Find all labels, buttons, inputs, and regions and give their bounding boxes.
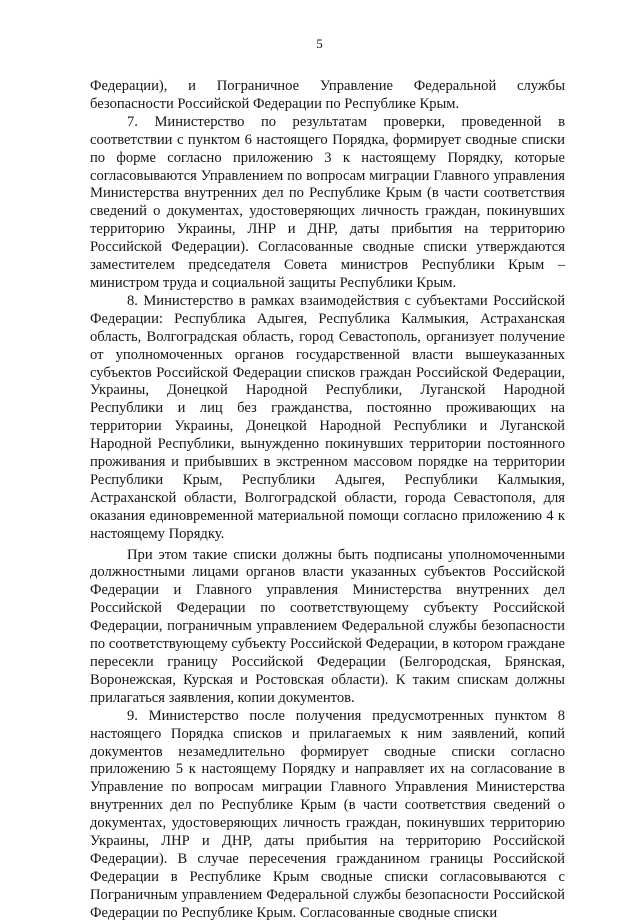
paragraph-item-9: 9. Министерство после получения предусмотренных пунктом 8 настоящего Порядка списков и прилагаемых к ним заявлений, копий документов незамедлительно формирует сводные списки согласно приложению 5 к настоящему Порядку и направляет их на согласование в Управление по вопросам миграции Главного Управления Министерства внутренних дел по Республике Крым (в части соответствия сведений о документах, удостоверяющих личность граждан, покинувших территорию Украины, ЛНР и ДНР, даты прибытия на территорию Российской Федерации). В случае пересечения гражданином границы Российской Федерации в Республике Крым сводные списки согласовываются с Пограничным управлением Федеральной службы безопасности Российской Федерации по Республике Крым. Согласованные сводные списки [90,707,565,921]
paragraph-item-8: 8. Министерство в рамках взаимодействия с субъектами Российской Федерации: Республика Адыгея, Республика Калмыкия, Астраханская область, Волгоградская область, город Севастополь, организует получение от уполномоченных органов государственной власти вышеуказанных субъектов Российской Федерации списков граждан Российской Федерации, Украины, Донецкой Народной Республики, Луганской Народной Республики и лиц без гражданства, постоянно проживающих на территории Украины, Донецкой Народной Республики и Луганской Народной Республики, вынужденно покинувших территории постоянного проживания и прибывших в экстренном массовом порядке на территории Республики Крым, Республики Адыгея, Республики Калмыкия, Астраханской области, Волгоградской области, города Севастополя, для оказания единовременной материальной помощи согласно приложению 4 к настоящему Порядку. [90,292,565,542]
paragraph-continuation: Федерации), и Пограничное Управление Федеральной службы безопасности Российской Федерации по Республике Крым. [90,78,565,112]
paragraph-item-7: 7. Министерство по результатам проверки, проведенной в соответствии с пунктом 6 настоящего Порядка, формирует сводные списки по форме согласно приложению 3 к настоящему Порядку, которые согласовываются Управлением по вопросам миграции Главного управления Министерства внутренних дел по Республике Крым (в части соответствия сведений о документах, удостоверяющих личность граждан, покинувших территорию Украины, ЛНР и ДНР, даты прибытия на территорию Российской Федерации). Согласованные сводные списки утверждаются заместителем председателя Совета министров Республики Крым – министром труда и социальной защиты Республики Крым. [90,113,565,291]
paragraph-item-8-continued: При этом такие списки должны быть подписаны уполномоченными должностными лицами органов власти указанных субъектов Российской Федерации и Главного управления Министерства внутренних дел Российской Федерации по соответствующему субъекту Российской Федерации, пограничным управлением Федеральной службы безопасности по соответствующему субъекту Российской Федерации, в котором граждане пересекли границу Российской Федерации (Белгородская, Брянская, Воронежская, Курская и Ростовская области). К таким спискам должны прилагаться заявления, копии документов. [90,546,565,706]
page-number: 5 [316,36,323,51]
document-body [90,78,565,923]
